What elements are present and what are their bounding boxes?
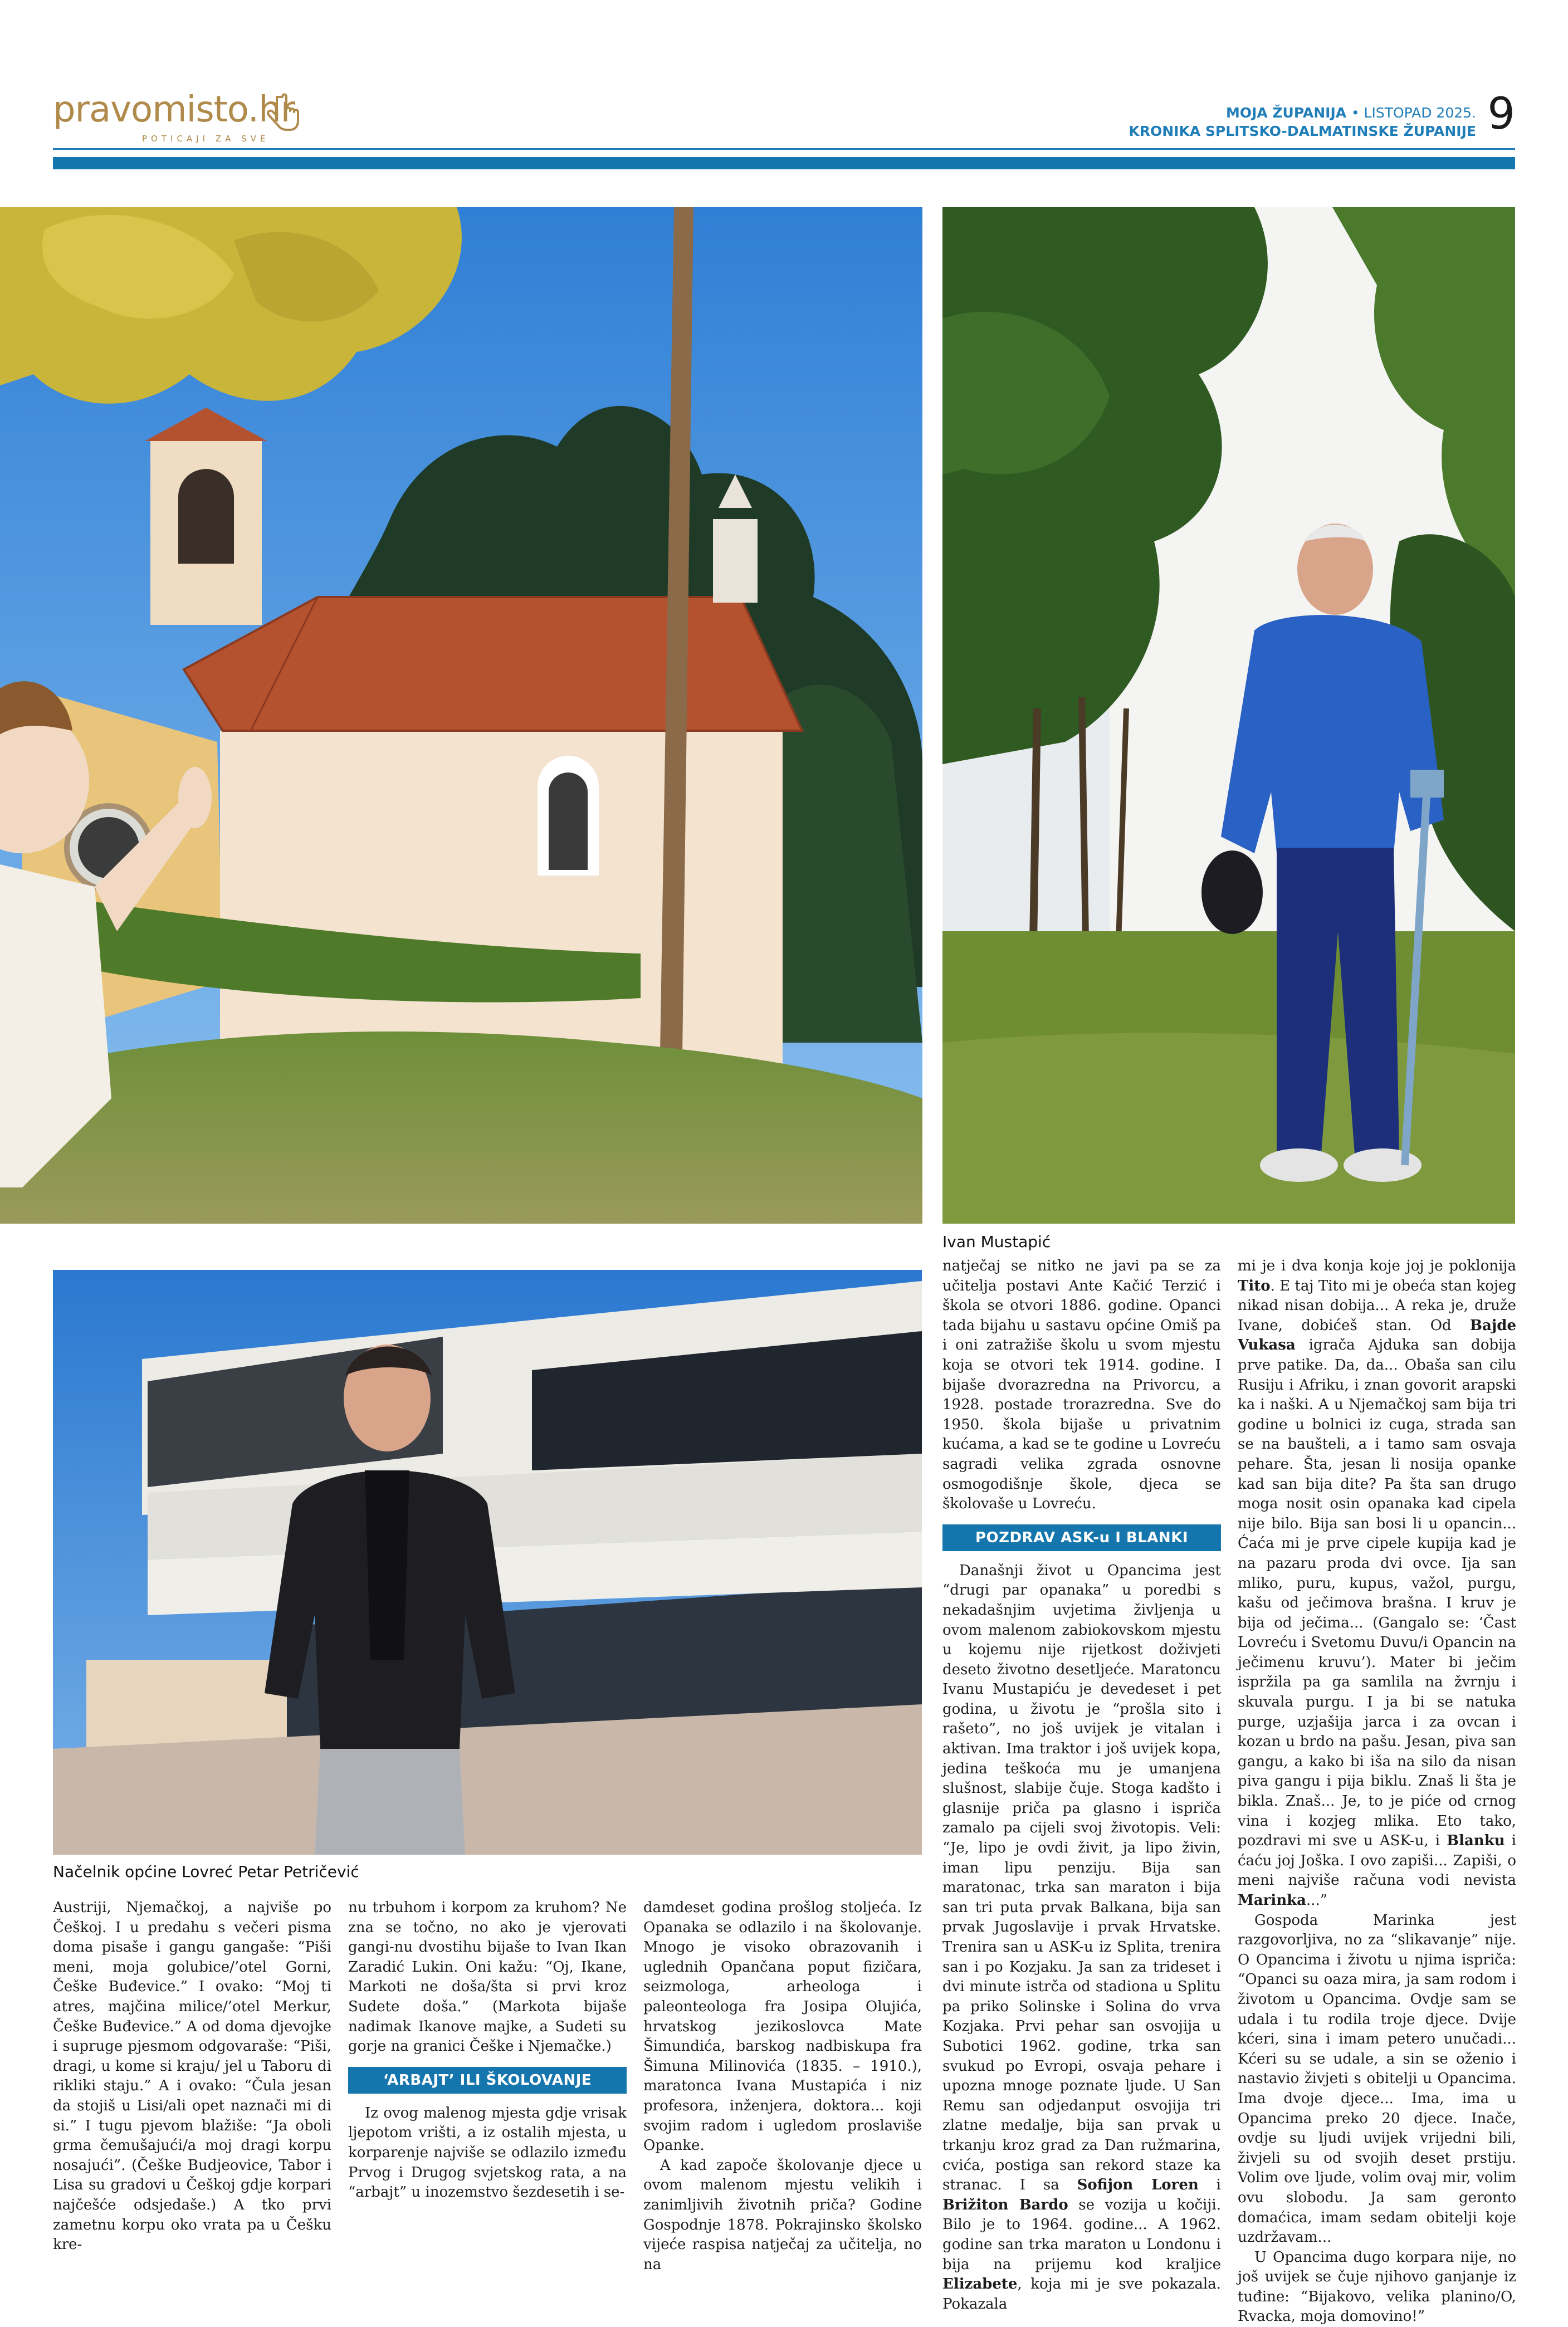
bold-name: Elizabete — [942, 2276, 1018, 2293]
text-run: i ćaću joj Joška. I ovo zapiši... Zapiši, o meni najviše računa vodi nevista — [1238, 1832, 1516, 1889]
subheading-pozdrav: POZDRAV ASK-u I BLANKI — [942, 1524, 1221, 1551]
text-run: mi je i dva konja koje joj je poklonija — [1238, 1258, 1516, 1274]
mayor-portrait-photo — [53, 1270, 922, 1855]
article-column-1 — [53, 1898, 331, 2253]
bold-name: Bajde Vukasa — [1238, 1317, 1516, 1354]
article-column-5 — [1238, 1257, 1516, 2325]
article-paragraph: Gospoda Marinka jest razgovorljiva, no za “slikavanje” nije. O Opancima i životu u njima ispriča: “Opanci su oaza mira, ja sam rodom i životom u Opancima. Ovdje sam se udala i tu rodila troje djece. Dvije kćeri, sina i imam petero unučadi... Kćeri su se udale, a sin se oženio i nastavio živjeti s obitelji u Opancima. Ima dvoje djece... Ima, ima u Opancima preko 20 djece. Inače, ovdje su ljudi uvijek vrijedni bili, živjeli su od svojih deset prstiju. Volim ove ljude, volim ovaj mir, volim ovu slobodu. Ja sam geronto domaćica, imam sedam obitelji koje uzdržavam... — [1238, 1912, 1516, 2246]
elder-portrait-photo — [942, 207, 1515, 1224]
text-run: ...” — [1306, 1892, 1328, 1909]
elder-photo-caption: Ivan Mustapić — [942, 1233, 1051, 1251]
bold-name: Blanku — [1447, 1832, 1505, 1850]
article-paragraph: Austriji, Njemačkoj, a najviše po Češkoj. I u predahu s večeri pisma doma pisaše i gangu gangaše: “Piši meni, moja golubice/’otel Gorni, Češke Buđevice.” I ovako: “Moj ti atres, majčina milice/’otel Merkur, Češke Buđevice.” A od doma djevojke i supruge pjesmom odgovaraše: “Piši, dragi, u kome si kraju/ jel u Taboru di rikliki staju.” A i ovako: “Čula jesan da stojiš u Lisi/ali opet naznači mi di si.” I tugu pjevom blažiše: “Ja oboli grma čemušajući/a moj dragi korpu nosajući”. (Češke Budjeovice, Tabor i Lisa su gradovi u Češkoj gdje korpari najčešće odsjedaše.) A tko prvi zametnu korpu oko vrata pa u Češku kre- — [53, 1899, 331, 2253]
subheading-arbajt: ‘ARBAJT’ ILI ŠKOLOVANJE — [348, 2067, 627, 2094]
chapel-photo — [0, 207, 922, 1224]
header-section-line — [1129, 105, 1476, 121]
logo-tagline: POTICAJI ZA SVE — [142, 134, 270, 144]
bold-name: Brižiton Bardo — [942, 2196, 1068, 2213]
article-paragraph: nu trbuhom i korpom za kruhom? Ne zna se točno, no ako je vjerovati gangi-nu dvostihu bijaše to Ivan Ikan Zaradić Lukin. Oni kažu: “Oj, Ikane, Markoti ne doša/šta si prvi kroz Sudete doša.” (Markota bijaše nadimak Ikanove majke, a Sudeti su gorje na granici Češke i Njemačke.) — [348, 1899, 627, 2055]
pointing-hand-icon — [266, 92, 300, 136]
article-column-2 — [348, 1898, 627, 2243]
header-meta — [1129, 105, 1476, 139]
header-rule — [53, 148, 1515, 150]
text-run: igrača Ajduka san dobija prve patike. Da, da... Obaša san cilu Rusiju i Afriku, i znan govorit arapski ka i naški. A u Njemačkoj sam bija tri godine u bolnici iz cuga, strada san se na baušteli, a i tamo sam osvaja pehare. Šta, jesan li nosija opanke kad san bija dite? Pa šta san drugo moga nosit osin opanaka kad cipela nije bilo. Bija san bosi li u opancin... Ćaća mi je prve cipele kupija kad je na pazaru proda dvi ovce. Ija san mliko, puru, kupus, važol, purgu, kašu od ječimova brašna. I kruv je bija od ječima... (Gangalo se: ‘Čast Lovreću i Svetomu Duvu/i Opancin na ječimenu kruvu’). Mater bi ječim ispržila pa ga samlila na žvrnju i skuvala purgu. I ja bi se natuka purge, uzjašija jarca i za ovcan i kozan u brdo na pašu. Jesan, piva san gangu, a kako bi iša na silo da nisan piva gangu i pija biklu. Znaš li šta je bikla. Znaš... Je, to je piće od crnog vina i kozjeg mlika. Eto tako, pozdravi mi sve u ASK-u, i — [1238, 1337, 1516, 1850]
article-paragraph: damdeset godina prošlog stoljeća. Iz Opanaka se odlazilo i na školovanje. Mnogo je visoko obrazovanih i uglednih Opančana poput fizičara, seizmologa, arheologa i paleonteologa fra Josipa Olujića, hrvatskog jezikoslovca Mate Šimundića, barskog nadbiskupa fra Šimuna Milinovića (1835. – 1910.), maratonca Ivana Mustapića i niz profesora, inženjera, doktora... koji svojim radom i ugledom proslaviše Opanke. — [643, 1899, 922, 2154]
header-bullet: • — [1351, 105, 1364, 121]
article-paragraph: A kad započe školovanje djece u ovom malenom mjestu velikih i zanimljivih životnih priča? Godine Gospodnje 1878. Pokrajinsko školsko vijeće raspisa natječaj za učitelja, no na — [643, 2157, 922, 2273]
page-number: 9 — [1487, 89, 1515, 139]
article-paragraph: natječaj se nitko ne javi pa se za učitelja postavi Ante Kačić Terzić i škola se otvori 1886. godine. Opanci tada bijahu u sastavu općine Omiš pa i oni zatražiše školu u svom mjestu koja se otvori tek 1914. godine. I bijaše dvorazredna na Privorcu, a 1928. postade trorazredna. Sve do 1950. škola bijaše u privatnim kućama, a kad se te godine u Lovreću sagradi velika zgrada osnovne osmogodišnje škole, djeca se školovaše u Lovreću. — [942, 1258, 1221, 1513]
bold-name: Sofijon Loren — [1077, 2177, 1199, 2194]
site-logo[interactable] — [53, 89, 309, 150]
mayor-photo-caption: Načelnik općine Lovreć Petar Petričević — [53, 1862, 359, 1881]
article-paragraph — [942, 1561, 1221, 2315]
header-date: LISTOPAD 2025. — [1364, 105, 1476, 121]
logo-text: pravomisto.hr — [53, 89, 295, 130]
header-section: MOJA ŽUPANIJA — [1225, 105, 1347, 121]
text-run: . E taj Tito mi je obeća stan kojeg nikad nisan dobija... A reka je, druže Ivane, dobićeš stan. Od — [1238, 1277, 1516, 1334]
text-run: i — [1198, 2177, 1221, 2194]
text-run: Današnji život u Opancima jest “drugi par opanaka” u poredbi s nekadašnjim uvjetima življenja u ovom malenom zabiokovskom mjestu u kojemu nije rijetkost doživjeti deseto životno desetljeće. Maratoncu Ivanu Mustapiću je devedeset i pet godina, u životu je “prošla sito i rašeto”, no još uvijek je vitalan i aktivan. Ima traktor i još uvijek kopa, jedina teškoća mu je umanjena slušnost, slabije čuje. Stoga kadšto i glasnije priča pa glasno i ispriča zamalo pa cijeli svoj životopis. Veli: “Je, lipo je ovdi živit, ja lipo živin, iman lipu penziju. Bija san maratonac, trka san maraton i bija san tri puta prvak Balkana, bija san prvak Jugoslavije i prvak Hrvatske. Trenira san u ASK-u iz Splita, trenira san i po Kozjaku. Ja san za trideset i dvi minute istrča od stadiona u Splitu pa priko Solinske i Solina do vrva Kozjaka. Prvi pehar san osvojija u Subotici 1962. godine, trka san svukud po Evropi, osvaja pehare i upozna mnoge poznate ljude. U San Remu san odjedanput osvojija tri zlatne medalje, bija san prvak u trkanju kroz grad za Dan ružmarina, cvića, postiga san rekord staze ka stranac. I sa — [942, 1562, 1221, 2194]
article-paragraph: U Opancima dugo korpara nije, no još uvijek se čuje njihovo ganjanje iz tuđine: “Bijakovo, velika planino/O, Rvacka, moja domovino!” — [1238, 2248, 1516, 2325]
text-run: se vozija u kočiji. Bilo je to 1964. godine... A 1962. godine san trka maraton u Londonu i bija na prijemu kod kraljice — [942, 2196, 1221, 2273]
header-color-bar — [53, 157, 1515, 169]
header-subsection: KRONIKA SPLITSKO-DALMATINSKE ŽUPANIJE — [1129, 123, 1476, 139]
article-paragraph: Iz ovog malenog mjesta gdje vrisak ljepotom vrišti, a iz ostalih mjesta, u korparenje najviše se odlazilo između Prvog i Drugog svjetskog rata, a na “arbajt” u inozemstvo šezdesetih i se- — [348, 2104, 627, 2201]
bold-name: Tito — [1238, 1277, 1271, 1294]
text-run: , koja mi je sve pokazala. Pokazala — [942, 2276, 1221, 2313]
article-column-3 — [643, 1898, 922, 2273]
bold-name: Marinka — [1238, 1892, 1306, 1909]
article-paragraph — [1238, 1257, 1516, 1911]
article-column-4 — [942, 1257, 1221, 2313]
